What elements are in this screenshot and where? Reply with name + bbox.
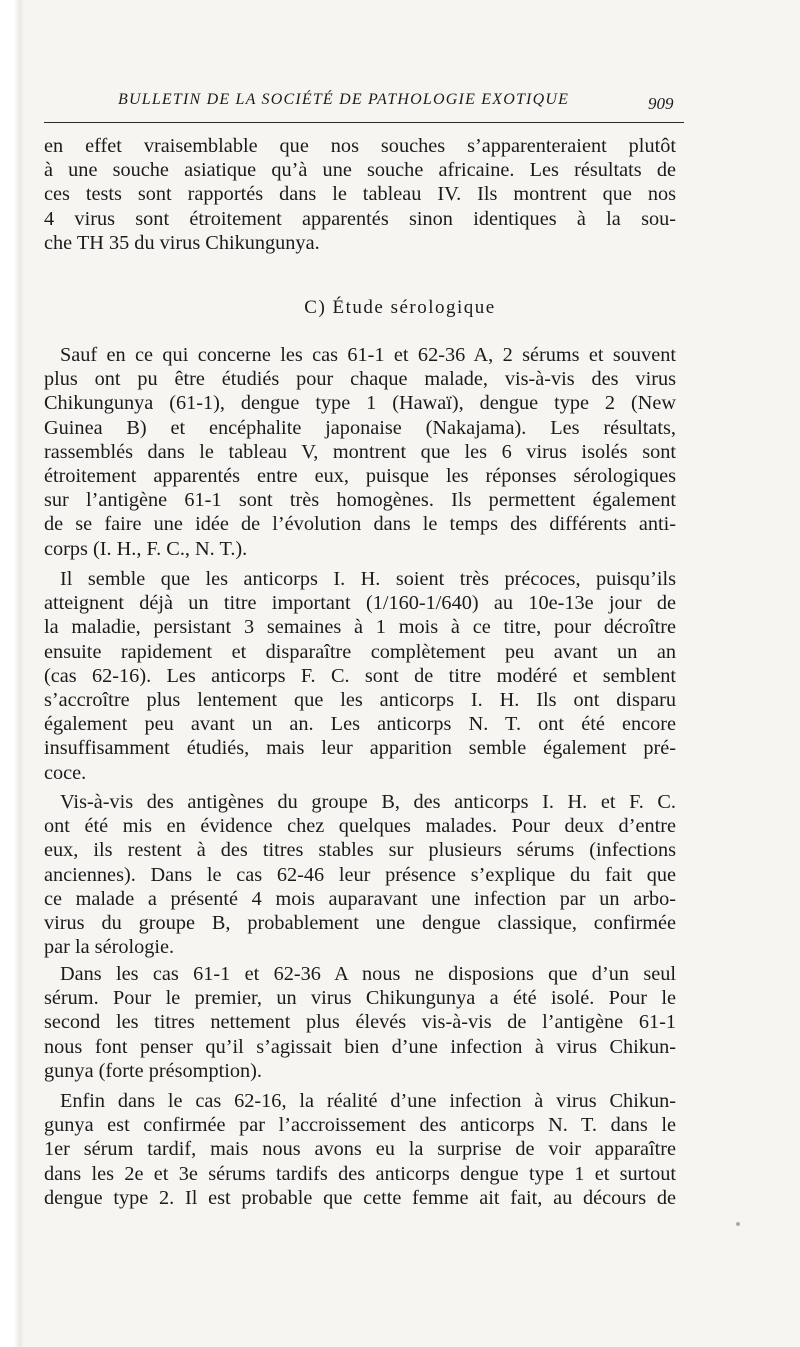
text-line: insuffisamment étudiés, mais leur apparition semble également pré- xyxy=(44,737,676,760)
text-line: Guinea B) et encéphalite japonaise (Nakajama). Les résultats, xyxy=(44,416,676,439)
text-line: dans les 2e et 3e sérums tardifs des anticorps dengue type 1 et surtout xyxy=(44,1162,676,1185)
text-line: 4 virus sont étroitement apparentés sinon identiques à la sou- xyxy=(44,207,676,230)
text-line: Enfin dans le cas 62-16, la réalité d’une infection à virus Chikun- xyxy=(60,1090,676,1112)
text-line: gunya est confirmée par l’accroissement des anticorps N. T. dans le xyxy=(44,1114,676,1137)
text-line: plus ont pu être étudiés pour chaque malade, vis-à-vis des virus xyxy=(44,368,676,391)
text-line: Chikungunya (61-1), dengue type 1 (Hawaï), dengue type 2 (New xyxy=(44,392,676,415)
text-line: virus du groupe B, probablement une dengue classique, confirmée xyxy=(44,911,676,934)
section-title: C) Étude sérologique xyxy=(304,297,496,318)
text-line: che TH 35 du virus Chikungunya. xyxy=(44,231,320,254)
text-line: ces tests sont rapportés dans le tableau IV. Ils montrent que nos xyxy=(44,183,676,206)
text-line: atteignent déjà un titre important (1/160-1/640) au 10e-13e jour de xyxy=(44,592,676,615)
text-line: dengue type 2. Il est probable que cette femme ait fait, au décours de xyxy=(44,1186,676,1209)
paragraph-serological-intro xyxy=(44,343,676,561)
intro-paragraph xyxy=(44,134,676,255)
text-line: (cas 62-16). Les anticorps F. C. sont de titre modéré et semblent xyxy=(44,664,676,687)
text-line: s’accroître plus lentement que les anticorps I. H. Ils ont disparu xyxy=(44,688,676,711)
text-line: nous font penser qu’il s’agissait bien d’une infection à virus Chikun- xyxy=(44,1035,676,1058)
text-line: Vis-à-vis des antigènes du groupe B, des anticorps I. H. et F. C. xyxy=(60,791,676,813)
text-line: la maladie, persistant 3 semaines à 1 mois à ce titre, pour décroître xyxy=(44,616,676,639)
paragraph-group-b xyxy=(44,790,676,959)
text-line: ce malade a présenté 4 mois auparavant une infection par un arbo- xyxy=(44,887,676,910)
text-line: en effet vraisemblable que nos souches s’apparenteraient plutôt xyxy=(44,135,676,157)
text-line: Il semble que les anticorps I. H. soient très précoces, puisqu’ils xyxy=(60,568,676,590)
text-line: corps (I. H., F. C., N. T.). xyxy=(44,537,248,560)
text-line: rassemblés dans le tableau V, montrent que les 6 virus isolés sont xyxy=(44,440,676,463)
text-line: étroitement apparentés entre eux, puisque les réponses sérologiques xyxy=(44,464,676,487)
header-rule xyxy=(44,122,684,123)
text-line: anciennes). Dans le cas 62-46 leur présence s’explique du fait que xyxy=(44,863,676,886)
page-number: 909 xyxy=(648,94,674,113)
running-header: BULLETIN DE LA SOCIÉTÉ DE PATHOLOGIE EXOTIQUE xyxy=(118,91,570,108)
text-line: ont été mis en évidence chez quelques malades. Pour deux d’entre xyxy=(44,815,676,838)
text-line: second les titres nettement plus élevés vis-à-vis de l’antigène 61-1 xyxy=(44,1011,676,1034)
text-line: de se faire une idée de l’évolution dans le temps des différents anti- xyxy=(44,513,676,536)
text-line: eux, ils restent à des titres stables sur plusieurs sérums (infections xyxy=(44,839,676,862)
text-line: Dans les cas 61-1 et 62-36 A nous ne disposions que d’un seul xyxy=(60,963,676,985)
paragraph-single-serum xyxy=(44,962,676,1083)
text-line: également peu avant un an. Les anticorps N. T. ont été encore xyxy=(44,713,676,736)
page-speck xyxy=(736,1222,740,1226)
text-line: à une souche asiatique qu’à une souche africaine. Les résultats de xyxy=(44,159,676,182)
text-line: gunya (forte présomption). xyxy=(44,1059,262,1082)
text-line: par la sérologie. xyxy=(44,936,175,959)
paragraph-case-62-16 xyxy=(44,1089,676,1210)
text-line: sur l’antigène 61-1 sont très homogènes. Ils permettent également xyxy=(44,489,676,512)
text-line: coce. xyxy=(44,761,87,784)
page-left-edge xyxy=(0,0,24,1347)
paragraph-antibodies-ih xyxy=(44,567,676,785)
text-line: Sauf en ce qui concerne les cas 61-1 et 62-36 A, 2 sérums et souvent xyxy=(60,344,676,366)
text-line: ensuite rapidement et disparaître complètement peu avant un an xyxy=(44,640,676,663)
text-line: sérum. Pour le premier, un virus Chikungunya a été isolé. Pour le xyxy=(44,987,676,1010)
text-line: 1er sérum tardif, mais nous avons eu la surprise de voir apparaître xyxy=(44,1138,676,1161)
